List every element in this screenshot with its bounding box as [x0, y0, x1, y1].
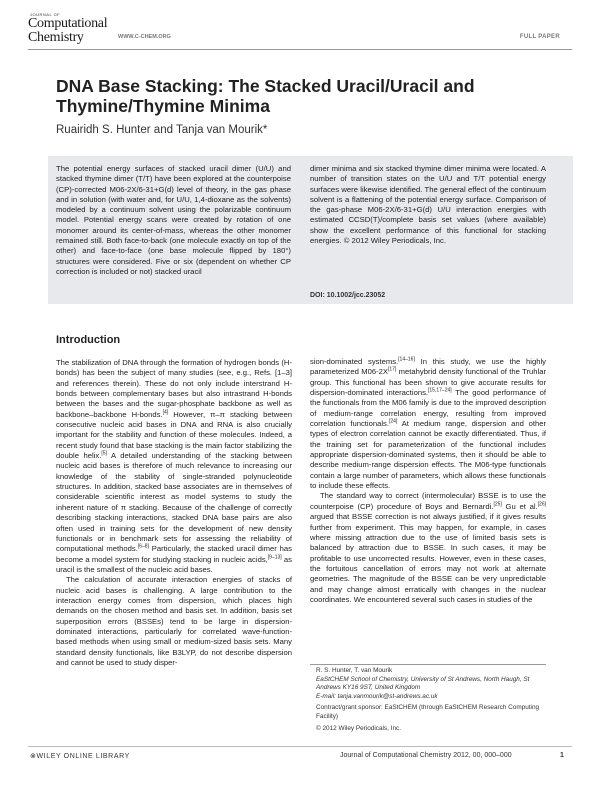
publisher-logo[interactable]: ⊗WILEY ONLINE LIBRARY: [30, 753, 130, 760]
author-list: Ruairidh S. Hunter and Tanja van Mourik*: [56, 124, 268, 136]
journal-website[interactable]: WWW.C-CHEM.ORG: [118, 34, 171, 40]
footnote-address: EaStCHEM School of Chemistry, University of St Andrews, North Haugh, St Andrews KY16 9ST, United Kingdom: [316, 675, 530, 692]
footnote-copyright: © 2012 Wiley Periodicals, Inc.: [316, 724, 401, 732]
citation[interactable]: [24]: [389, 418, 398, 425]
journal-reference: Journal of Computational Chemistry 2012, 00, 000–000: [340, 752, 512, 759]
affiliation-footnote: [316, 667, 548, 733]
citation[interactable]: [6–8]: [137, 543, 149, 550]
footnote-grant: Contract/grant sponsor: EaStCHEM (through EaStCHEM Research Computing Facility): [316, 704, 540, 720]
journal-logo: Computational Chemistry: [28, 16, 108, 45]
abstract-text-left: The potential energy surfaces of stacked uracil dimer (U/U) and stacked thymine dimer (T/T) have been explored at the counterpoise (CP)-corrected M06-2X/6-31+G(d) level of theory, in the gas phase and in solution (with water and, for U/U, 1,4-dioxane as the solvents) modeled by a continuum solvent using the polarizable continuum model. Potential energy scans were created by rotation of one monomer around its center-of-mass, whereas the other monomer remained still. Both face-to-back (one molecule exactly on top of the other) and face-to-face (one base molecule flipped by 180°) structures were considered. Five or six (dependent on whether CP correction is included or not) stacked uracil: [56, 164, 291, 276]
paragraph: sion-dominated systems.[14–16] In this study, we use the highly parameterized M06-2X[17] metahybrid density functional of the Truhlar group. This functional has been shown to give accurate results for dispersion-dominated interactions.[15,17–24] The good performance of the functionals from the M06 family is due to the improved description of medium-range correlation energy, resulting from improved correlation functionals.[24] At medium range, dispersion and other types of electron correlation cannot be exactly differentiated. Thus, if the training set for parameterization of the functional includes appropriate dispersion-dominated systems, then it should be able to describe medium-range dispersion effects. The M06-type functionals contain a large number of parameters, which allows these functionals to include these effects.: [310, 356, 546, 491]
body-column-right: [310, 357, 546, 605]
doi[interactable]: DOI: 10.1002/jcc.23052: [310, 292, 386, 299]
footnote-email[interactable]: E-mail: tanja.vanmourik@st-andrews.ac.uk: [316, 692, 438, 700]
citation[interactable]: [17]: [387, 366, 397, 373]
citation[interactable]: [26]: [537, 501, 546, 508]
footnote-authors: R. S. Hunter, T. van Mourik: [316, 667, 393, 674]
footnote-divider: [310, 664, 546, 665]
citation[interactable]: [15,17–24]: [428, 387, 452, 394]
section-heading-introduction: Introduction: [56, 334, 121, 346]
citation[interactable]: [25]: [493, 501, 502, 508]
footer-divider: [28, 746, 572, 747]
paper-title: DNA Base Stacking: The Stacked Uracil/Uracil and Thymine/Thymine Minima: [56, 76, 475, 116]
paragraph: The calculation of accurate interaction energies of stacks of nucleic acid bases is challenging. A large contribution to the interaction energy comes from dispersion, which places high demands on the chosen method and basis set. In addition, basis set superposition errors (BSSEs) tend to be large in dispersion-dominated interactions, particularly for correlated wave-function-based methods when using small or medium-sized basis sets. Many standard density functionals, like B3LYP, do not describe dispersion and cannot be used to study disper-: [56, 575, 292, 667]
citation[interactable]: [4]: [162, 409, 169, 416]
paragraph: The stabilization of DNA through the formation of hydrogen bonds (H-bonds) has been the subject of many studies (see, e.g., Refs. [1–3] and references therein). These do not only include interstrand H-bonds between complementary bases but also intrastrand H-bonds between the bases and the sugar-phosphate backbone as well as backbone–backbone H-bonds.[4] However, π–π stacking between consecutive nucleic acid bases in DNA and RNA is also crucially important for the stability and function of these molecules. Indeed, a recent study found that base stacking is the main factor stabilizing the double helix.[5] A detailed understanding of the stacking between nucleic acid bases is therefore of much relevance to increasing our knowledge of the stability of single-stranded polynucleotide structures. In addition, stacked base associates are in themselves of considerable scientific interest as model systems to study the inherent nature of π stacking. Because of the challenge of correctly describing stacking interactions, stacked DNA base pairs are also often used in training sets for the development of new density functionals or in benchmark sets for assessing the reliability of computational methods.[6–8] Particularly, the stacked uracil dimer has become a model system for studying stacking in nucleic acids,[9–13] as uracil is the smallest of the nucleic acid bases.: [56, 358, 293, 574]
page-number: 1: [560, 752, 564, 759]
paragraph: The standard way to correct (intermolecular) BSSE is to use the counterpoise (CP) procedure of Boys and Bernardi.[25] Gu et al.[26] argued that BSSE correction is not always justified, if it gives results further from experiment. This may happen, for example, in cases where missing attraction due to the use of limited basis sets is balanced by attraction due to BSSE. In such cases, it may be profitable to use uncorrected results. However, even in these cases, the fortuitous cancellation of errors may not work at alternate geometries. The magnitude of the BSSE can be very unpredictable and may change almost erratically with changes in the nuclear coordinates. We encountered several such cases in studies of the: [310, 491, 546, 604]
section-label: FULL PAPER: [519, 34, 560, 40]
citation[interactable]: [5]: [101, 450, 107, 457]
citation[interactable]: [9–13]: [267, 553, 282, 560]
header-divider: [28, 49, 572, 50]
journal-logo-small: JOURNAL OF: [30, 12, 61, 17]
citation[interactable]: [14–16]: [398, 356, 415, 363]
body-column-left: [56, 358, 292, 668]
abstract-text-right: dimer minima and six stacked thymine dimer minima were located. A number of transition states on the U/U and T/T potential energy surfaces were likewise identified. The general effect of the continuum solvent is a flattening of the potential energy surface. Comparison of the gas-phase M06-2X/6-31+G(d) U/U interaction energies with estimated CCSD(T)/complete basis set values (where available) show the excellent performance of this functional for stacking energies. © 2012 Wiley Periodicals, Inc.: [310, 164, 546, 246]
